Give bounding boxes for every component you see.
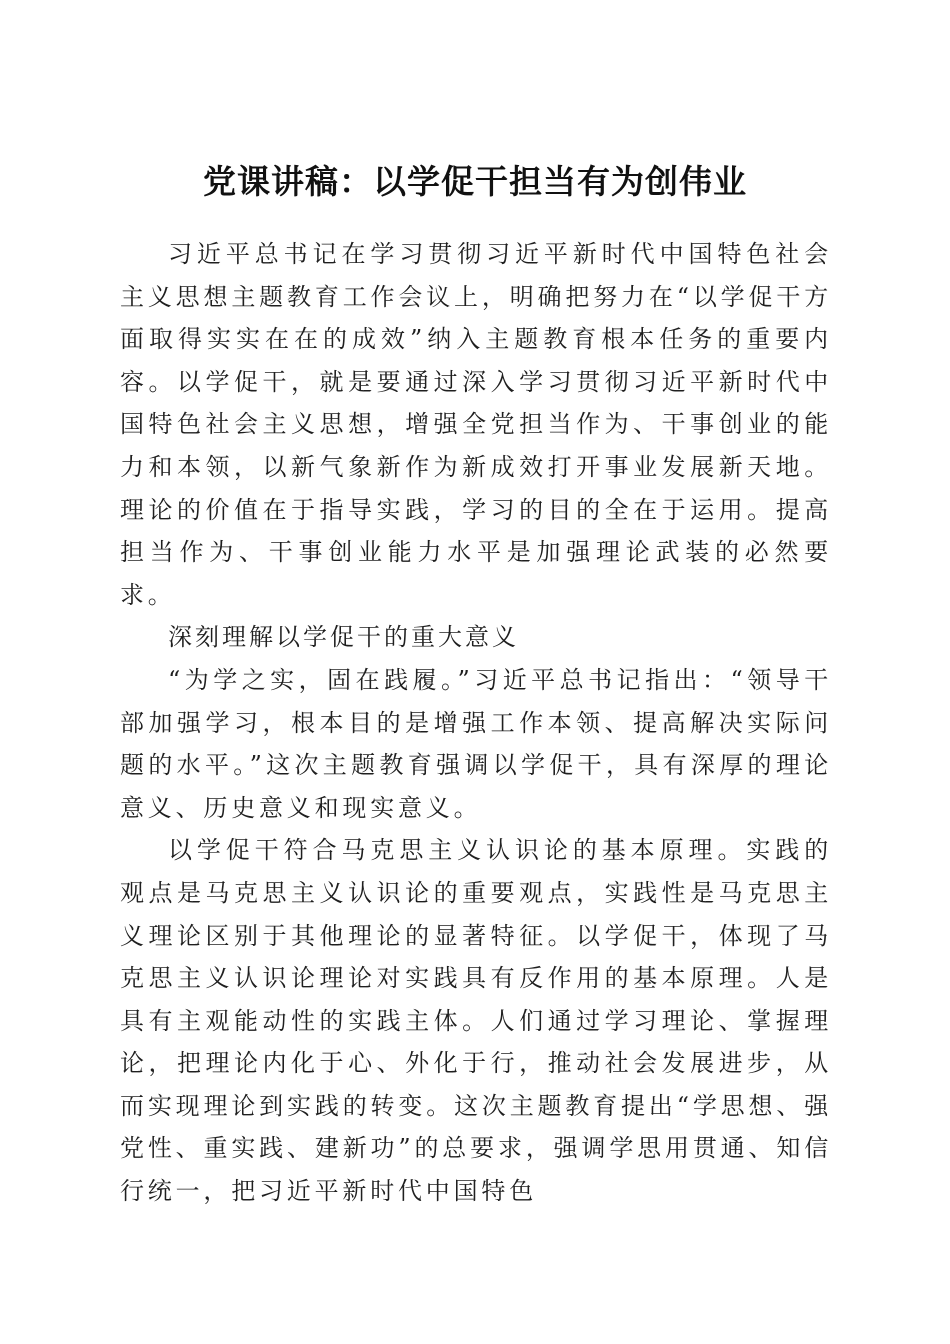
document-body <box>120 233 832 1213</box>
body-paragraph: 习近平总书记在学习贯彻习近平新时代中国特色社会主义思想主题教育工作会议上，明确把努力在“以学促干方面取得实实在在的成效”纳入主题教育根本任务的重要内容。以学促干，就是要通过深入学习贯彻习近平新时代中国特色社会主义思想，增强全党担当作为、干事创业的能力和本领，以新气象新作为新成效打开事业发展新天地。理论的价值在于指导实践，学习的目的全在于运用。提高担当作为、干事创业能力水平是加强理论武装的必然要求。 <box>120 240 832 609</box>
section-heading: 深刻理解以学促干的重大意义 <box>168 623 519 652</box>
body-paragraph: “为学之实，固在践履。”习近平总书记指出：“领导干部加强学习，根本目的是增强工作本领、提高解决实际问题的水平。”这次主题教育强调以学促干，具有深厚的理论意义、历史意义和现实意义。 <box>120 665 832 822</box>
document-title: 党课讲稿：以学促干担当有为创伟业 <box>203 162 747 202</box>
body-paragraph: 以学促干符合马克思主义认识论的基本原理。实践的观点是马克思主义认识论的重要观点，实践性是马克思主义理论区别于其他理论的显著特征。以学促干，体现了马克思主义认识论理论对实践具有反作用的基本原理。人是具有主观能动性的实践主体。人们通过学习理论、掌握理论，把理论内化于心、外化于行，推动社会发展进步，从而实现理论到实践的转变。这次主题教育提出“学思想、强党性、重实践、建新功”的总要求，强调学思用贯通、知信行统一，把习近平新时代中国特色 <box>120 836 832 1206</box>
